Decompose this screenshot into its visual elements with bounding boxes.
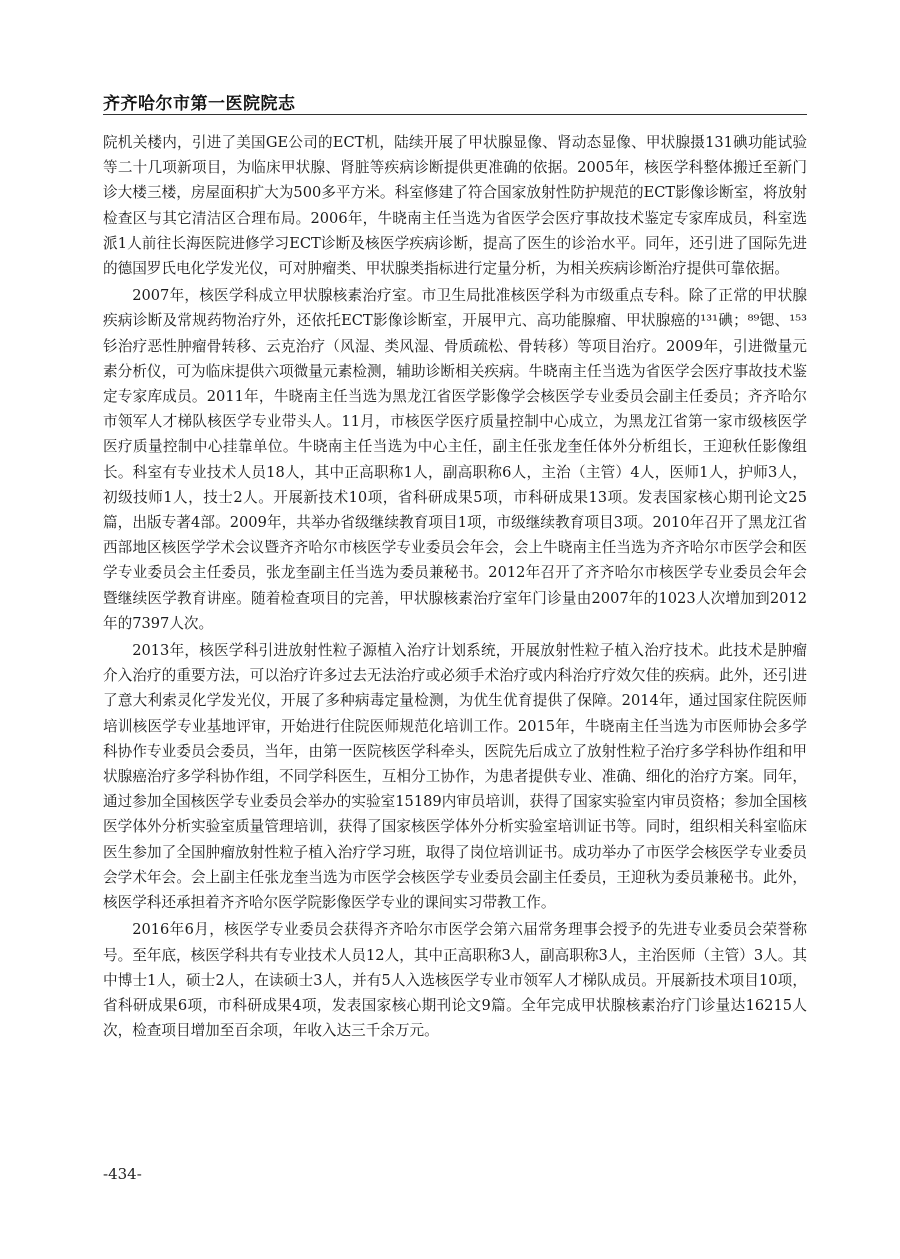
running-header-title: 齐齐哈尔市第一医院院志: [103, 94, 296, 114]
paragraph-1: 院机关楼内，引进了美国GE公司的ECT机，陆续开展了甲状腺显像、肾动态显像、甲状腺摄131碘功能试验等二十几项新项目，为临床甲状腺、肾脏等疾病诊断提供更准确的依据。2005年，核医学科整体搬迁至新门诊大楼三楼，房屋面积扩大为500多平方米。科室修建了符合国家放射性防护规范的ECT影像诊断室，将放射检查区与其它清洁区合理布局。2006年，牛晓南主任当选为省医学会医疗事故技术鉴定专家库成员，科室选派1人前往长海医院进修学习ECT诊断及核医学疾病诊断，提高了医生的诊治水平。同年，还引进了国际先进的德国罗氏电化学发光仪，可对肿瘤类、甲状腺类指标进行定量分析，为相关疾病诊断治疗提供可靠依据。: [103, 134, 807, 278]
page-number: -434-: [103, 1165, 142, 1183]
running-header: [103, 86, 807, 118]
body-text: [103, 130, 807, 1045]
paragraph-3: 2013年，核医学科引进放射性粒子源植入治疗计划系统，开展放射性粒子植入治疗技术。此技术是肿瘤介入治疗的重要方法，可以治疗许多过去无法治疗或必须手术治疗或内科治疗疗效欠佳的疾病。此外，还引进了意大利索灵化学发光仪，开展了多种病毒定量检测，为优生优育提供了保障。2014年，通过国家住院医师培训核医学专业基地评审，开始进行住院医师规范化培训工作。2015年，牛晓南主任当选为市医师协会多学科协作专业委员会委员，当年，由第一医院核医学科牵头，医院先后成立了放射性粒子治疗多学科协作组和甲状腺癌治疗多学科协作组，不同学科医生，互相分工协作，为患者提供专业、准确、细化的治疗方案。同年，通过参加全国核医学专业委员会举办的实验室15189内审员培训，获得了国家实验室内审员资格；参加全国核医学体外分析实验室质量管理培训，获得了国家核医学体外分析实验室培训证书等。同时，组织相关科室临床医生参加了全国肿瘤放射性粒子植入治疗学习班，取得了岗位培训证书。成功举办了市医学会核医学专业委员会学术年会。会上副主任张龙奎当选为市医学会核医学专业委员会副主任委员，王迎秋为委员兼秘书。此外，核医学科还承担着齐齐哈尔医学院影像医学专业的课间实习带教工作。: [103, 642, 807, 912]
header-rule: [103, 114, 807, 115]
paragraph-2: 2007年，核医学科成立甲状腺核素治疗室。市卫生局批准核医学科为市级重点专科。除了正常的甲状腺疾病诊断及常规药物治疗外，还依托ECT影像诊断室，开展甲亢、高功能腺瘤、甲状腺癌的¹³¹碘；⁸⁹锶、¹⁵³钐治疗恶性肿瘤骨转移、云克治疗（风湿、类风湿、骨质疏松、骨转移）等项目治疗。2009年，引进微量元素分析仪，可为临床提供六项微量元素检测，辅助诊断相关疾病。牛晓南主任当选为省医学会医疗事故技术鉴定专家库成员。2011年，牛晓南主任当选为黑龙江省医学影像学会核医学专业委员会副主任委员；齐齐哈尔市领军人才梯队核医学专业带头人。11月，市核医学医疗质量控制中心成立，为黑龙江省第一家市级核医学医疗质量控制中心挂靠单位。牛晓南主任当选为中心主任，副主任张龙奎任体外分析组长，王迎秋任影像组长。科室有专业技术人员18人，其中正高职称1人，副高职称6人，主治（主管）4人，医师1人，护师3人，初级技师1人，技士2人。开展新技术10项，省科研成果5项，市科研成果13项。发表国家核心期刊论文25篇，出版专著4部。2009年，共举办省级继续教育项目1项，市级继续教育项目3项。2010年召开了黑龙江省西部地区核医学学术会议暨齐齐哈尔市核医学专业委员会年会，会上牛晓南主任当选为齐齐哈尔市医学会和医学专业委员会主任委员，张龙奎副主任当选为委员兼秘书。2012年召开了齐齐哈尔市核医学专业委员会年会暨继续医学教育讲座。随着检查项目的完善，甲状腺核素治疗室年门诊量由2007年的1023人次增加到2012年的7397人次。: [103, 287, 807, 632]
paragraph-4: 2016年6月，核医学专业委员会获得齐齐哈尔市医学会第六届常务理事会授予的先进专业委员会荣誉称号。至年底，核医学科共有专业技术人员12人，其中正高职称3人，副高职称3人，主治医师（主管）3人。其中博士1人，硕士2人，在读硕士3人，并有5人入选核医学专业市领军人才梯队成员。开展新技术项目10项，省科研成果6项，市科研成果4项，发表国家核心期刊论文9篇。全年完成甲状腺核素治疗门诊量达16215人次，检查项目增加至百余项，年收入达三千余万元。: [103, 921, 807, 1040]
